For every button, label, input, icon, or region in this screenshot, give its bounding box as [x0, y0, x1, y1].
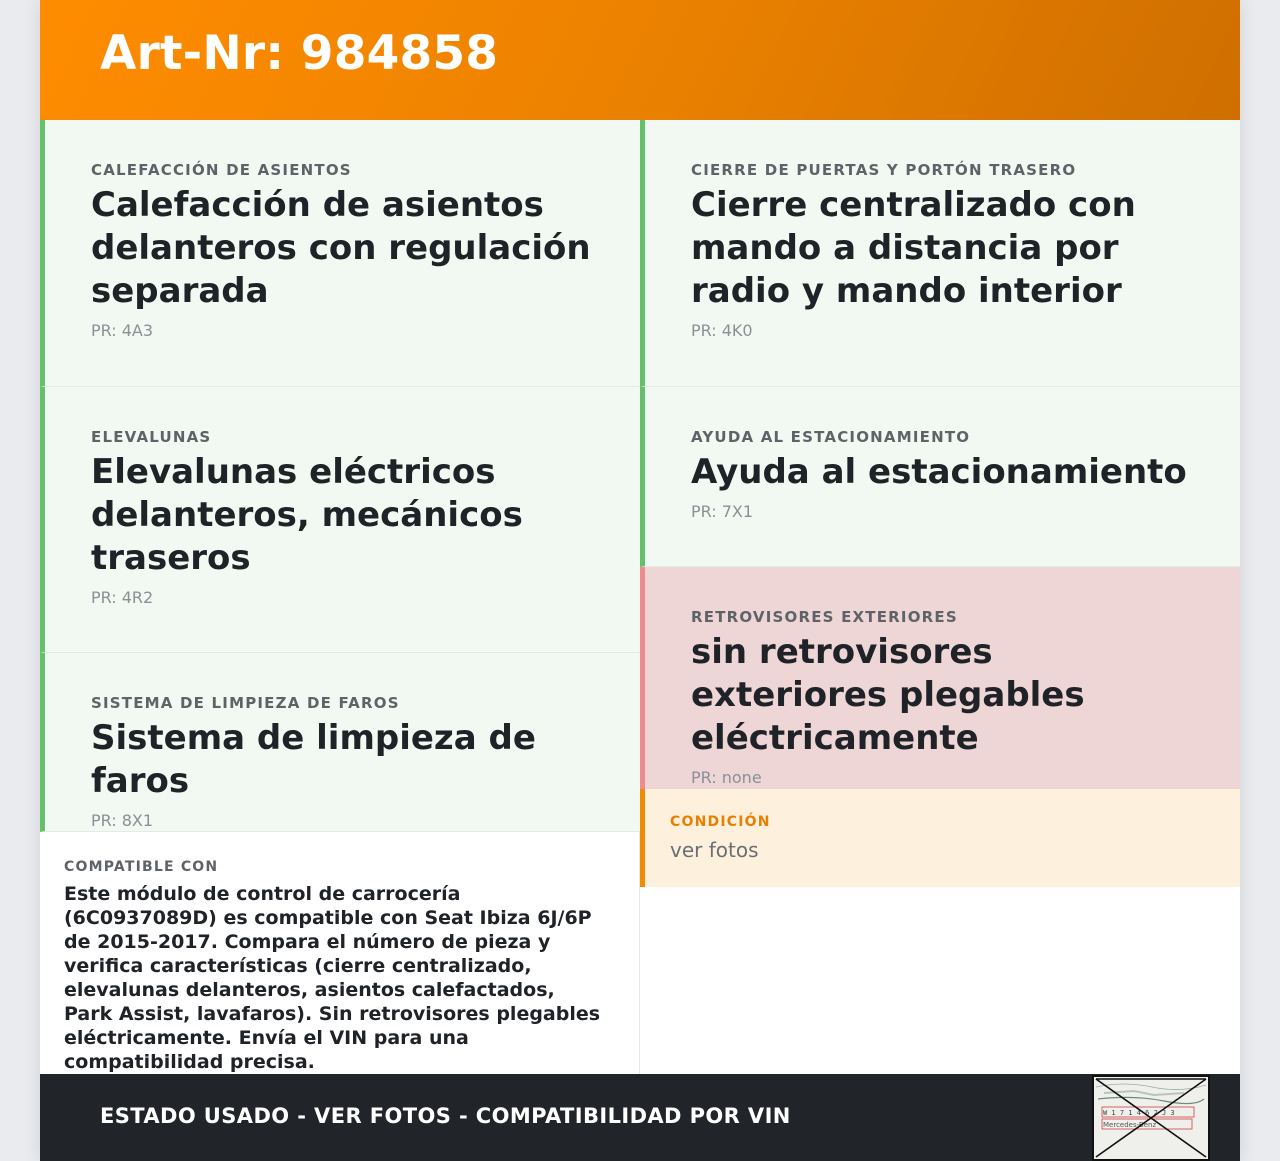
- feature-category: ELEVALUNAS: [91, 428, 212, 446]
- page: [40, 0, 1240, 1161]
- condition-label: CONDICIÓN: [670, 814, 771, 830]
- footer-bar: [40, 1074, 1240, 1161]
- feature-category: RETROVISORES EXTERIORES: [691, 608, 958, 626]
- feature-title: Ayuda al estacionamiento: [691, 452, 1187, 492]
- feature-card-seat-heating: [40, 120, 640, 387]
- feature-title: sin retrovisores exteriores plegables eléctricamente: [691, 632, 1085, 758]
- part-photo-image: [1094, 1077, 1208, 1159]
- part-label-line2: Mercedes-Benz: [1103, 1121, 1157, 1129]
- compatibility-text: Este módulo de control de carrocería (6C0937089D) es compatible con Seat Ibiza 6J/6P de 2015-2017. Compara el número de pieza y verifica características (cierre centralizado, elevalunas delanteros, asientos calefactados, Park Assist, lavafaros). Sin retrovisores plegables eléctricamente. Envía el VIN para una compatibilidad precisa.: [64, 883, 601, 1073]
- footer-text: ESTADO USADO - VER FOTOS - COMPATIBILIDAD POR VIN: [100, 1104, 791, 1128]
- part-label-line1: W 1 7 1 4 6 2 J 3: [1103, 1109, 1175, 1117]
- feature-pr-code: PR: 8X1: [91, 811, 154, 830]
- feature-category: CALEFACCIÓN DE ASIENTOS: [91, 161, 352, 179]
- feature-pr-code: PR: 4K0: [691, 321, 753, 340]
- feature-pr-code: PR: none: [691, 768, 762, 787]
- feature-card-windows: [40, 387, 640, 653]
- feature-card-park-assist: [640, 387, 1240, 567]
- feature-category: CIERRE DE PUERTAS Y PORTÓN TRASERO: [691, 161, 1077, 179]
- feature-card-headlight-washer: [40, 653, 640, 832]
- feature-category: AYUDA AL ESTACIONAMIENTO: [691, 428, 971, 446]
- feature-pr-code: PR: 4R2: [91, 588, 154, 607]
- compatibility-label: COMPATIBLE CON: [64, 859, 219, 875]
- header: [40, 0, 1240, 120]
- feature-pr-code: PR: 7X1: [691, 502, 754, 521]
- feature-card-mirrors: [640, 567, 1240, 789]
- feature-card-central-locking: [640, 120, 1240, 387]
- compatibility-section: [40, 832, 640, 1074]
- feature-title: Cierre centralizado con mando a distancia por radio y mando interior: [691, 185, 1136, 311]
- condition-value: ver fotos: [670, 838, 759, 862]
- feature-category: SISTEMA DE LIMPIEZA DE FAROS: [91, 694, 400, 712]
- condition-section: [640, 789, 1240, 887]
- feature-title: Elevalunas eléctricos delanteros, mecánicos traseros: [91, 452, 523, 578]
- feature-title: Calefacción de asientos delanteros con regulación separada: [91, 185, 591, 311]
- article-number-title: Art-Nr: 984858: [100, 26, 499, 81]
- feature-pr-code: PR: 4A3: [91, 321, 154, 340]
- part-photo-thumbnail[interactable]: [1092, 1075, 1210, 1161]
- feature-title: Sistema de limpieza de faros: [91, 718, 536, 801]
